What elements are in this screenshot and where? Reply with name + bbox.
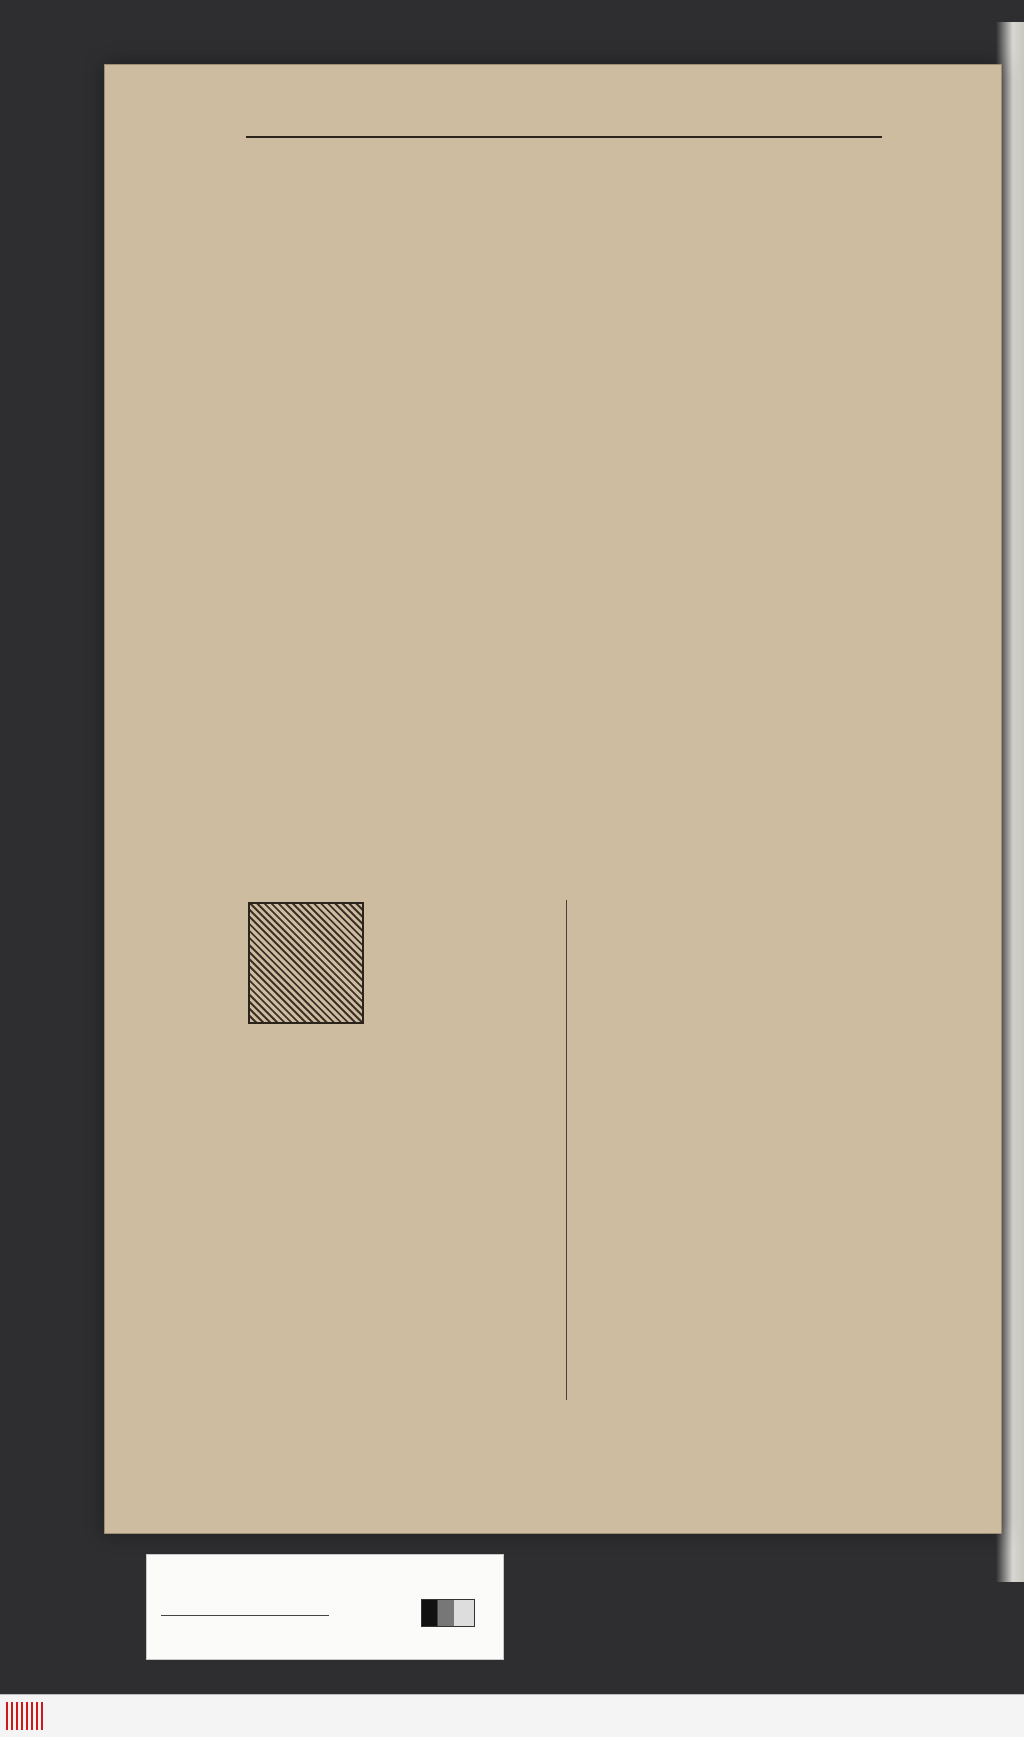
column-divider [566,900,567,1400]
footer-bar [0,1694,1024,1737]
ruler-numbers [159,1627,349,1645]
gray-scale-swatch [421,1599,475,1627]
decorated-initial [248,902,364,1024]
scanned-page [104,64,1002,1534]
hab-logo-icon [6,1702,46,1730]
scale-ruler [161,1595,329,1616]
library-label-card [146,1554,504,1660]
page-header [246,118,906,148]
header-rule [246,136,882,138]
